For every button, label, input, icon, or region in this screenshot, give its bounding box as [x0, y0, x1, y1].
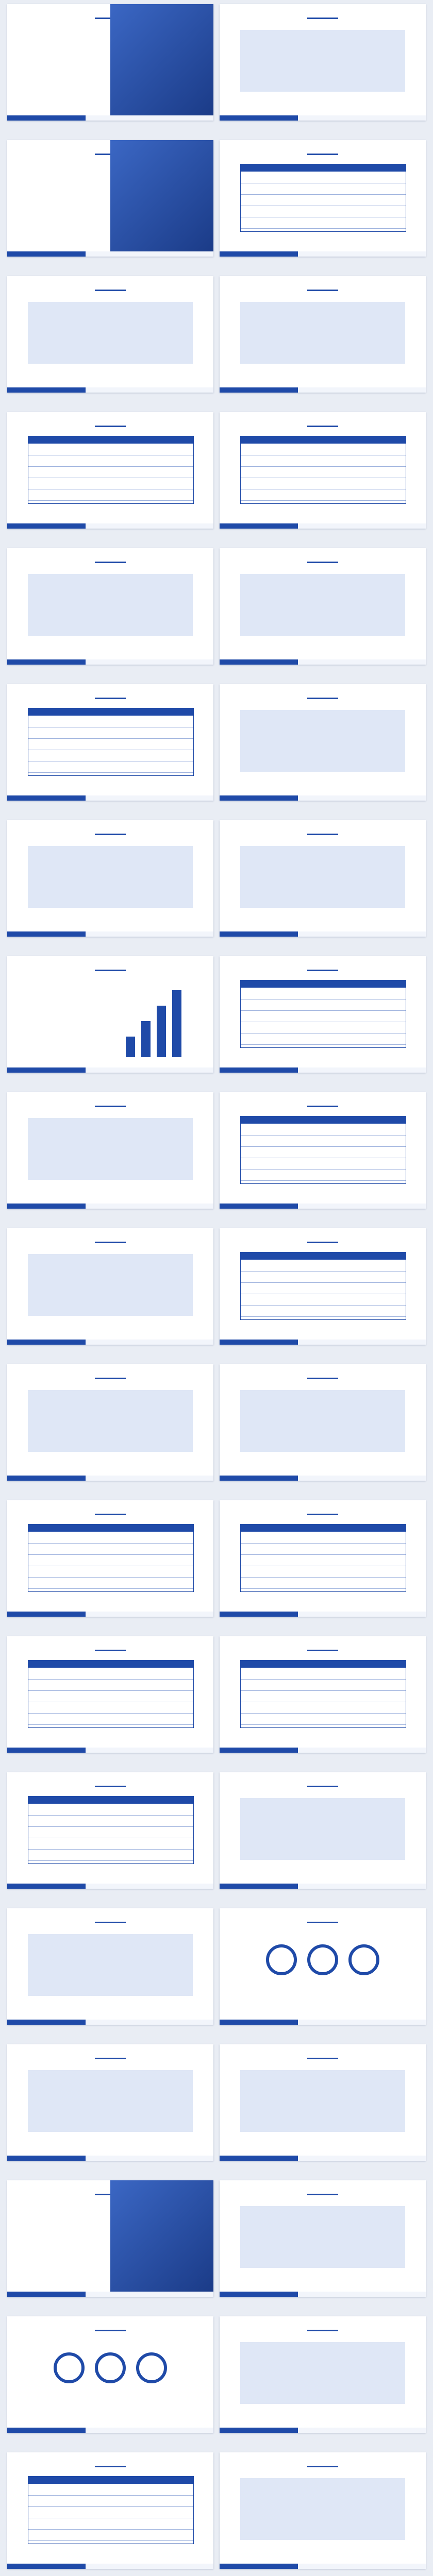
slide-icons-2	[7, 1364, 213, 1481]
table-header	[241, 1252, 406, 1260]
ring-shape	[348, 1944, 379, 1975]
footer-accent	[7, 2428, 86, 2433]
slide-orbit	[7, 2316, 213, 2433]
data-table	[240, 1660, 406, 1728]
title-underline	[307, 2330, 338, 2331]
footer-accent	[7, 795, 86, 801]
footer-accent	[7, 387, 86, 393]
footer-accent	[220, 2292, 298, 2297]
slide-footer	[7, 1204, 213, 1209]
table-row	[241, 1554, 406, 1555]
title-underline	[95, 1242, 126, 1243]
footer-accent	[220, 659, 298, 665]
slide-footer	[220, 1067, 426, 1073]
data-table	[240, 980, 406, 1048]
footer-accent	[220, 387, 298, 393]
footer-accent	[220, 251, 298, 257]
footer-accent	[7, 659, 86, 665]
table-header	[241, 436, 406, 444]
data-table	[28, 708, 194, 776]
slide-text-1	[7, 1908, 213, 2025]
cover-image	[110, 2180, 213, 2297]
slide-table-12	[7, 1772, 213, 1889]
title-underline	[307, 1922, 338, 1923]
table-header	[241, 1660, 406, 1668]
title-underline	[95, 426, 126, 427]
slide-table-10	[7, 1636, 213, 1753]
slide-footer	[220, 2564, 426, 2569]
slide-gears	[220, 2180, 426, 2297]
table-row	[28, 2540, 193, 2541]
footer-accent	[7, 1612, 86, 1617]
content-panel	[28, 302, 193, 364]
slide-footer	[7, 2564, 213, 2569]
content-panel	[240, 2070, 405, 2132]
slide-footer	[220, 1340, 426, 1345]
slide-team	[7, 276, 213, 393]
slide-footer	[7, 523, 213, 529]
table-row	[28, 1679, 193, 1680]
slide-footer	[220, 2020, 426, 2025]
footer-accent	[7, 1067, 86, 1073]
table-row	[241, 1135, 406, 1136]
table-header	[241, 1116, 406, 1124]
title-underline	[95, 1514, 126, 1515]
table-row	[241, 1543, 406, 1544]
title-underline	[95, 834, 126, 835]
ring-shape	[136, 2352, 167, 2383]
slide-table-6	[220, 1092, 426, 1209]
chart-bar	[141, 1021, 151, 1057]
title-underline	[307, 1786, 338, 1787]
slide-footer	[220, 251, 426, 257]
slide-footer	[220, 1884, 426, 1889]
data-table	[240, 1524, 406, 1592]
table-header	[241, 980, 406, 988]
data-table	[28, 2476, 194, 2544]
content-panel	[240, 2478, 405, 2540]
table-row	[241, 1724, 406, 1725]
slide-footer	[220, 795, 426, 801]
table-row	[28, 1860, 193, 1861]
slide-split-img	[220, 2452, 426, 2569]
slide-footer	[7, 659, 213, 665]
table-row	[28, 500, 193, 501]
slide-table-11	[220, 1636, 426, 1753]
table-row	[28, 738, 193, 739]
content-panel	[240, 1798, 405, 1860]
slide-footer	[220, 931, 426, 937]
slide-footer	[7, 115, 213, 121]
ring-shape	[266, 1944, 297, 1975]
table-row	[28, 1577, 193, 1578]
table-row	[241, 1588, 406, 1589]
slide-footer	[220, 659, 426, 665]
title-underline	[95, 1786, 126, 1787]
content-panel	[240, 1390, 405, 1452]
title-underline	[307, 2058, 338, 2059]
title-underline	[307, 154, 338, 155]
slide-section-1	[7, 140, 213, 257]
slide-footer	[220, 1476, 426, 1481]
footer-accent	[220, 1340, 298, 1345]
slide-footer	[7, 795, 213, 801]
slide-info-1	[220, 276, 426, 393]
title-underline	[307, 1106, 338, 1107]
slide-progress	[7, 548, 213, 665]
chart-bar	[126, 1037, 135, 1057]
slide-table-1	[220, 140, 426, 257]
title-underline	[95, 2330, 126, 2331]
content-panel	[28, 1118, 193, 1180]
slide-rings	[220, 1908, 426, 2025]
table-row	[28, 1713, 193, 1714]
content-panel	[28, 1390, 193, 1452]
table-header	[28, 1797, 193, 1804]
slide-footer	[220, 387, 426, 393]
footer-accent	[220, 115, 298, 121]
ring-shape	[54, 2352, 85, 2383]
slide-footer	[220, 1612, 426, 1617]
title-underline	[95, 698, 126, 699]
slide-footer	[220, 2292, 426, 2297]
data-table	[240, 164, 406, 232]
slide-footer	[7, 1884, 213, 1889]
footer-accent	[7, 115, 86, 121]
slide-table-3	[220, 412, 426, 529]
title-underline	[307, 1378, 338, 1379]
footer-accent	[7, 2156, 86, 2161]
slide-photos	[7, 820, 213, 937]
content-panel	[28, 574, 193, 636]
table-row	[241, 1679, 406, 1680]
title-underline	[307, 2466, 338, 2467]
cover-image	[110, 140, 213, 257]
content-panel	[240, 710, 405, 772]
slide-warehouse	[7, 1228, 213, 1345]
data-table	[240, 436, 406, 504]
slide-chart-bars	[7, 956, 213, 1073]
slide-section-2	[7, 2180, 213, 2297]
data-table	[240, 1116, 406, 1184]
title-underline	[307, 698, 338, 699]
table-row	[28, 2529, 193, 2530]
title-underline	[307, 426, 338, 427]
title-underline	[307, 2194, 338, 2195]
title-underline	[307, 1650, 338, 1651]
slide-table-7	[220, 1228, 426, 1345]
footer-accent	[7, 2292, 86, 2297]
slide-footer	[7, 2292, 213, 2297]
slide-footer	[220, 523, 426, 529]
title-underline	[95, 2466, 126, 2467]
content-panel	[28, 1254, 193, 1316]
footer-accent	[220, 1476, 298, 1481]
footer-accent	[7, 1340, 86, 1345]
table-row	[241, 1180, 406, 1181]
content-panel	[28, 1934, 193, 1996]
slide-icons-3	[7, 2044, 213, 2161]
slide-footer	[220, 115, 426, 121]
slide-flow-2	[220, 1772, 426, 1889]
content-panel	[240, 574, 405, 636]
slide-footer	[220, 1748, 426, 1753]
table-row	[241, 194, 406, 195]
slide-footer	[7, 387, 213, 393]
table-header	[28, 1660, 193, 1668]
slide-footer	[7, 2428, 213, 2433]
table-row	[241, 1316, 406, 1317]
slide-footer	[7, 1067, 213, 1073]
table-row	[241, 1577, 406, 1578]
title-underline	[307, 970, 338, 971]
footer-accent	[7, 2020, 86, 2025]
title-underline	[95, 1378, 126, 1379]
table-row	[28, 1849, 193, 1850]
chart-bar	[157, 1006, 166, 1057]
ring-shape	[307, 1944, 338, 1975]
slide-icons-1	[220, 548, 426, 665]
table-header	[28, 2477, 193, 2484]
slide-text-2	[220, 2316, 426, 2433]
slide-footer	[220, 1204, 426, 1209]
slide-table-4	[7, 684, 213, 801]
table-header	[28, 1524, 193, 1532]
table-row	[241, 1713, 406, 1714]
table-header	[241, 164, 406, 172]
table-row	[28, 1724, 193, 1725]
slide-footer	[7, 1476, 213, 1481]
data-table	[28, 1524, 194, 1592]
title-underline	[307, 290, 338, 291]
table-row	[28, 1815, 193, 1816]
title-underline	[95, 290, 126, 291]
slide-boxes	[220, 684, 426, 801]
content-panel	[28, 846, 193, 908]
slide-footer	[7, 1340, 213, 1345]
footer-accent	[220, 931, 298, 937]
title-underline	[307, 18, 338, 19]
slide-table-5	[220, 956, 426, 1073]
slide-table-2	[7, 412, 213, 529]
table-header	[241, 1524, 406, 1532]
ring-shape	[95, 2352, 126, 2383]
slide-footer	[7, 251, 213, 257]
table-row	[28, 1588, 193, 1589]
footer-accent	[7, 1884, 86, 1889]
title-underline	[307, 562, 338, 563]
table-row	[241, 1010, 406, 1011]
content-panel	[240, 30, 405, 92]
data-table	[28, 1660, 194, 1728]
slide-table-13	[7, 2452, 213, 2569]
footer-accent	[7, 2564, 86, 2569]
table-row	[28, 1690, 193, 1691]
footer-accent	[7, 1748, 86, 1753]
slide-stat	[220, 1364, 426, 1481]
footer-accent	[220, 795, 298, 801]
slide-contents	[220, 4, 426, 121]
table-row	[241, 1271, 406, 1272]
table-row	[28, 772, 193, 773]
title-underline	[95, 1650, 126, 1651]
footer-accent	[7, 931, 86, 937]
footer-accent	[7, 1476, 86, 1481]
slide-table-9	[220, 1500, 426, 1617]
table-row	[241, 1146, 406, 1147]
title-underline	[307, 1242, 338, 1243]
table-row	[28, 466, 193, 467]
title-underline	[95, 970, 126, 971]
footer-accent	[7, 523, 86, 529]
table-row	[241, 1305, 406, 1306]
table-row	[241, 1044, 406, 1045]
slide-footer	[7, 1748, 213, 1753]
content-panel	[240, 846, 405, 908]
slide-timeline	[7, 1092, 213, 1209]
chart-bar	[172, 990, 181, 1057]
data-table	[240, 1252, 406, 1320]
title-underline	[95, 1922, 126, 1923]
table-row	[241, 500, 406, 501]
slide-cover	[7, 4, 213, 121]
data-table	[28, 1796, 194, 1864]
table-row	[241, 466, 406, 467]
content-panel	[240, 302, 405, 364]
footer-accent	[220, 2156, 298, 2161]
footer-accent	[220, 1748, 298, 1753]
title-underline	[95, 2058, 126, 2059]
table-row	[241, 1282, 406, 1283]
content-panel	[240, 2342, 405, 2404]
slide-footer	[7, 2020, 213, 2025]
title-underline	[307, 1514, 338, 1515]
table-row	[241, 1690, 406, 1691]
slide-diagram-1	[220, 2044, 426, 2161]
table-row	[241, 1169, 406, 1170]
table-row	[241, 228, 406, 229]
slide-footer	[7, 2156, 213, 2161]
table-row	[28, 2506, 193, 2507]
title-underline	[95, 1106, 126, 1107]
table-row	[28, 1543, 193, 1544]
content-panel	[240, 2206, 405, 2268]
data-table	[28, 436, 194, 504]
table-row	[28, 1554, 193, 1555]
slide-footer	[220, 2428, 426, 2433]
footer-accent	[220, 2564, 298, 2569]
slide-footer	[7, 1612, 213, 1617]
title-underline	[95, 562, 126, 563]
table-header	[28, 436, 193, 444]
footer-accent	[220, 1067, 298, 1073]
footer-accent	[220, 523, 298, 529]
slide-footer	[220, 2156, 426, 2161]
footer-accent	[220, 1884, 298, 1889]
table-row	[28, 1826, 193, 1827]
table-row	[28, 2495, 193, 2496]
slide-footer	[7, 931, 213, 937]
table-header	[28, 708, 193, 716]
footer-accent	[220, 1612, 298, 1617]
footer-accent	[220, 2020, 298, 2025]
footer-accent	[220, 1204, 298, 1209]
slide-flow-1	[220, 820, 426, 937]
title-underline	[307, 834, 338, 835]
footer-accent	[7, 251, 86, 257]
slide-table-8	[7, 1500, 213, 1617]
cover-image	[110, 4, 213, 121]
content-panel	[28, 2070, 193, 2132]
footer-accent	[7, 1204, 86, 1209]
footer-accent	[220, 2428, 298, 2433]
